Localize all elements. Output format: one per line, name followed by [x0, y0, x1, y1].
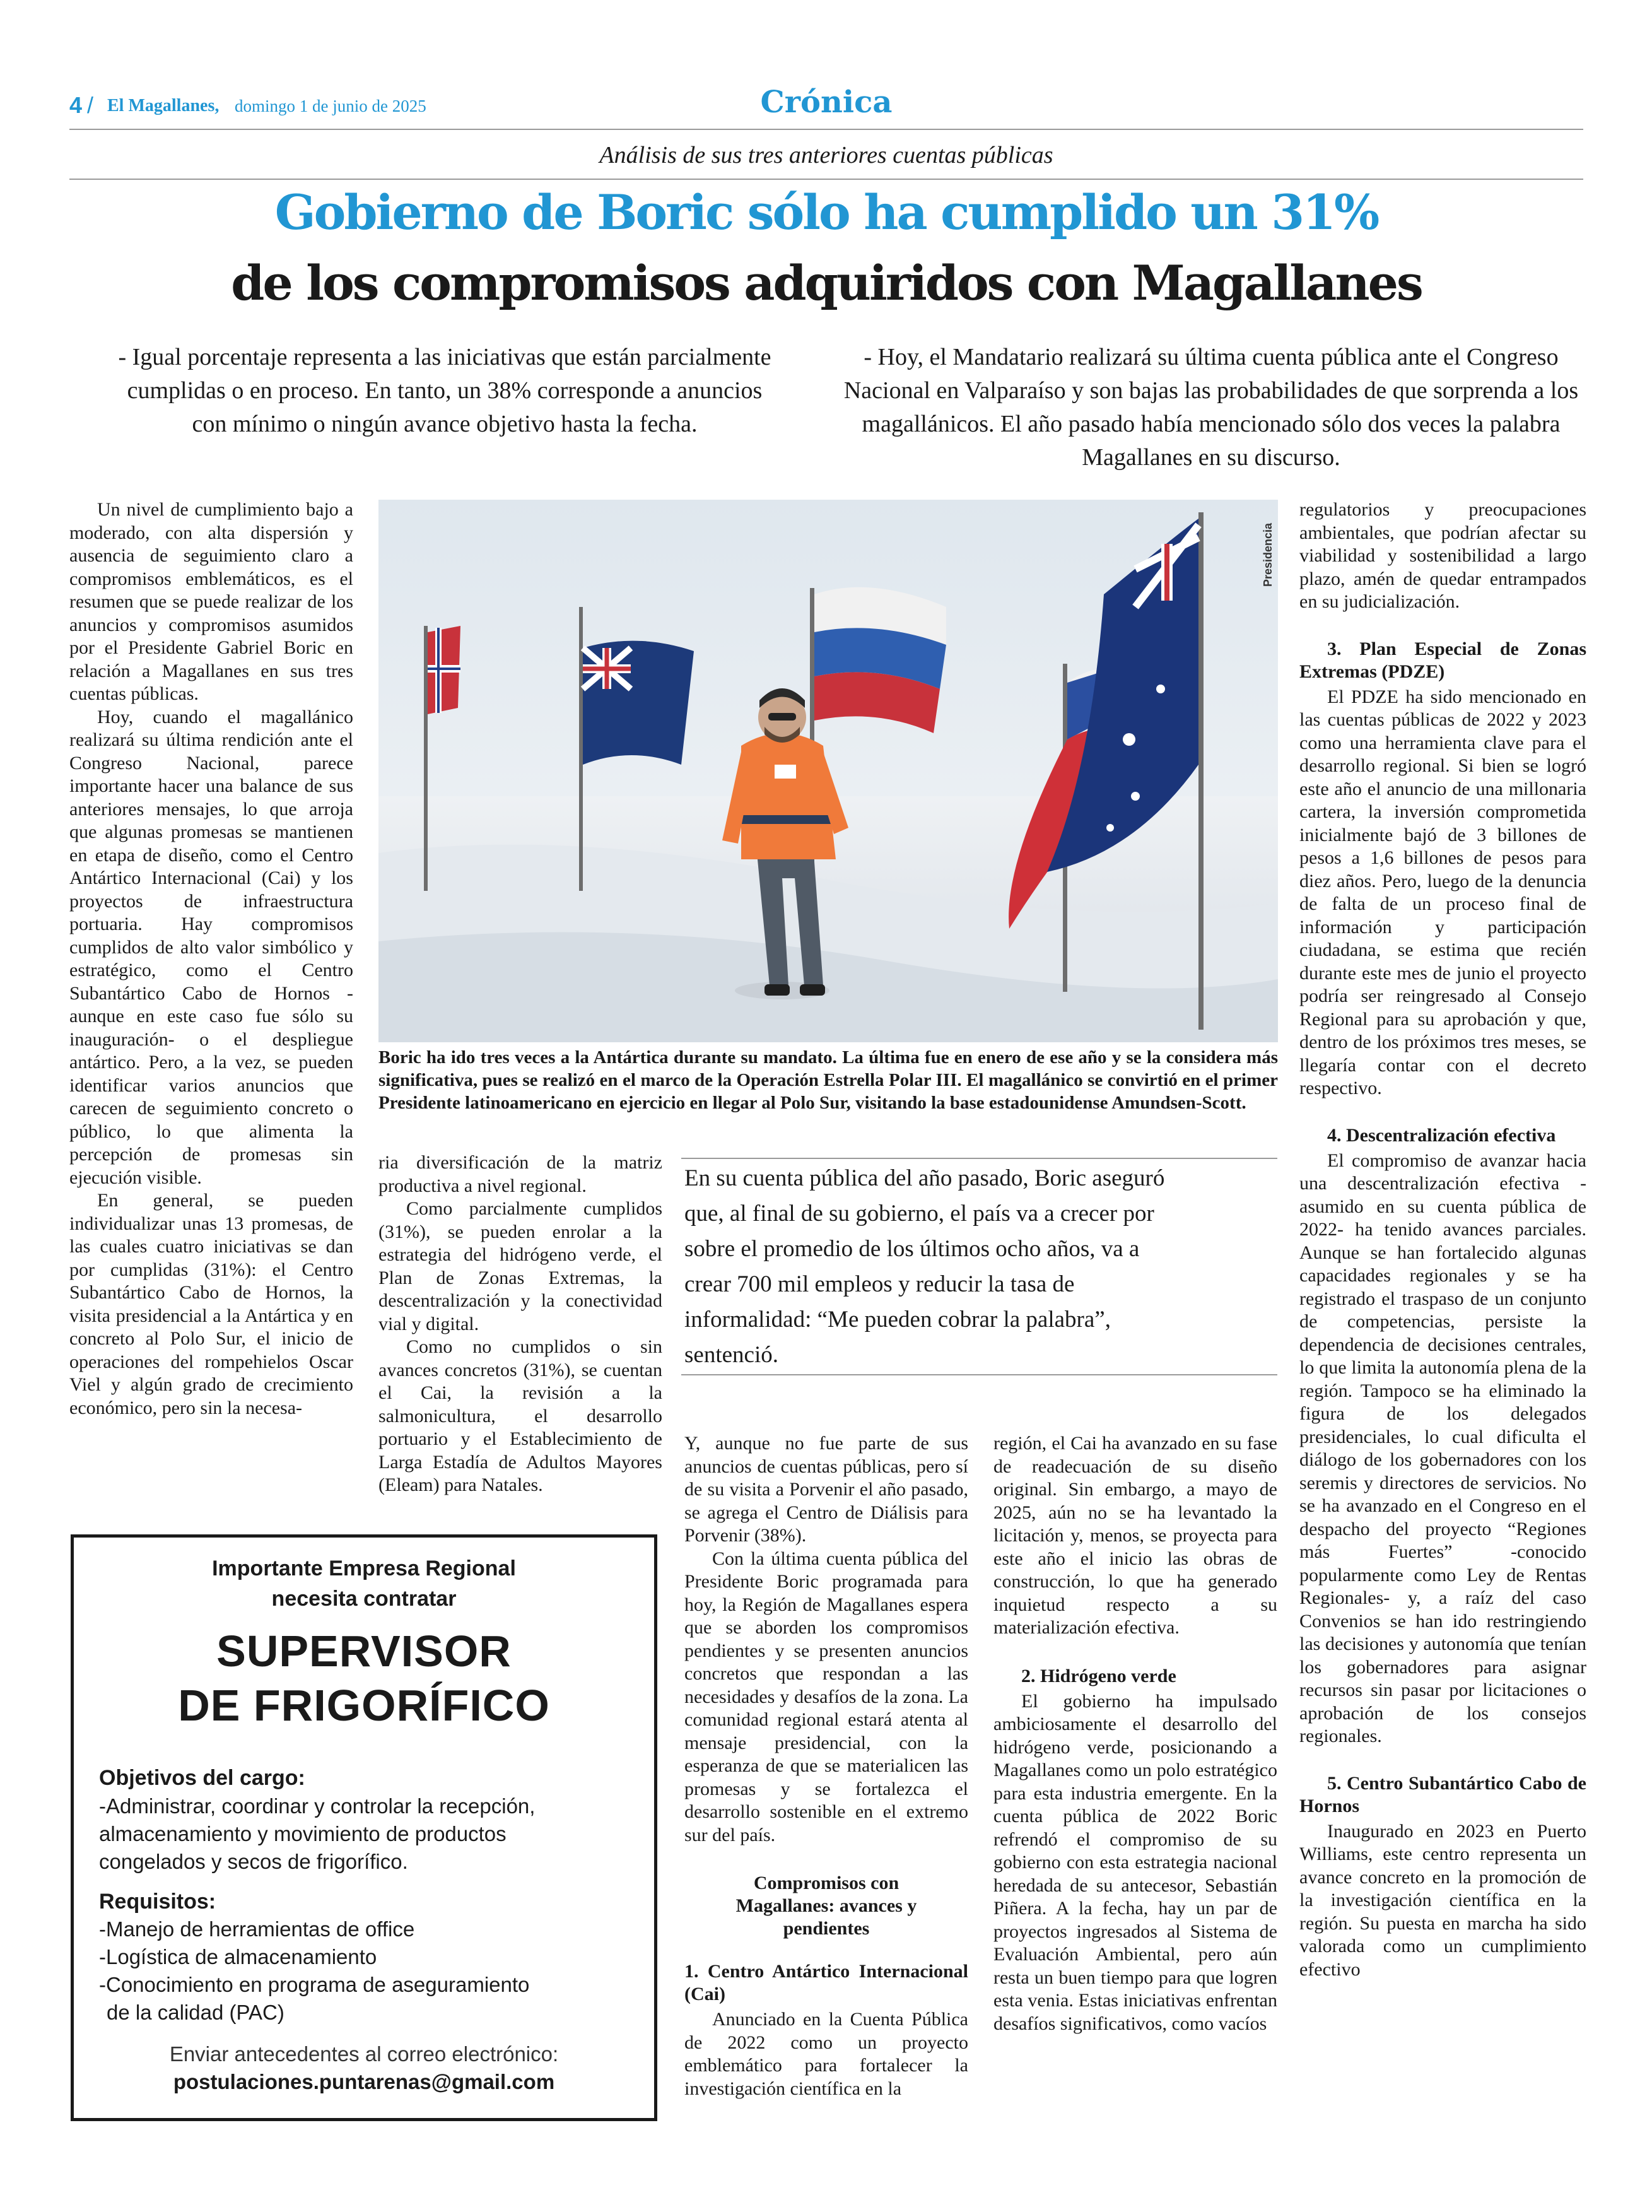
ad-title-line-1: SUPERVISOR: [216, 1627, 512, 1676]
ad-company: Importante Empresa Regional: [212, 1556, 516, 1580]
col3-paragraph-cai: Anunciado en la Cuenta Pública de 2022 como un proyecto emblemático para fortalecer la investigación científica en la: [684, 2009, 968, 2099]
kicker-rule: [69, 179, 1583, 180]
section-name: Crónica: [760, 85, 893, 120]
col5-subhead-pdze: 3. Plan Especial de Zonas Extremas (PDZE): [1299, 638, 1586, 682]
column-3: [684, 1432, 968, 2100]
ad-title-line-2: DE FRIGORÍFICO: [178, 1681, 550, 1730]
col1-paragraph-3: En general, se pueden individualizar unas 13 promesas, de las cuales cuatro iniciativas se dan por cumplidas (31%): el Centro Subantártico Cabo de Hornos, la visita presidencial a la Antártica y en concreto al Polo Sur, el inicio de operaciones del rompehielos Oscar Viel y algún grado de crecimiento económico, pero sin la necesa-: [69, 1190, 353, 1418]
col3-section-title: Compromisos con Magallanes: avances y pendientes: [735, 1873, 917, 1939]
newspaper-name: El Magallanes,: [107, 96, 220, 115]
deck-right: - Hoy, el Mandatario realizará su última cuenta pública ante el Congreso Nacional en Valparaíso y son bajas las probabilidades de que sorprenda a los magallánicos. El año pasado había mencionado sólo dos veces la palabra Magallanes en su discurso.: [843, 344, 1579, 471]
headline-line-2: de los compromisos adquiridos con Magallanes: [231, 255, 1422, 311]
col4-paragraph-2: El gobierno ha impulsado ambiciosamente el desarrollo del hidrógeno verde, posicionando a Magallanes como un polo estratégico para esta industria emergente. En la cuenta pública de 2022 Boric refrendó el compromiso de su gobierno con esta estrategia nacional heredada de su antecesor, Sebastián Piñera. A la fecha, hay un par de proyectos ingresados al Sistema de Evaluación Ambiental, pero aún resta un buen tiempo para que logren esta venia. Estas iniciativas enfrentan desafíos significativos, como vacíos: [993, 1690, 1277, 2034]
ad-needs: necesita contratar: [271, 1587, 457, 1611]
pull-quote: En su cuenta pública del año pasado, Boric aseguró que, al final de su gobierno, el país va a crecer por sobre el promedio de los últimos ocho años, va a crear 700 mil empleos y reducir la tasa de informalidad: “Me pueden cobrar la palabra”, sentenció.: [684, 1165, 1165, 1368]
ad-requirements-heading: Requisitos:: [99, 1890, 216, 1914]
job-ad: [71, 1534, 657, 2121]
col1-paragraph-2: Hoy, cuando el magallánico realizará su última rendición ante el Congreso Nacional, parece importante hacer una balance de sus anteriores mensajes, lo que arroja que algunas promesas se mantienen en etapa de diseño, como el Centro Antártico Internacional (Cai) y los proyectos de infraestructura portuaria. Hay compromisos cumplidos de alto valor simbólico y estratégico, como el Centro Subantártico Cabo de Hornos -aunque en este caso fue sólo su inauguración- o el despliegue antártico. Pero, a la vez, se pueden identificar varios anuncios que carecen de seguimiento concreto o público, lo que alimenta la percepción de promesas sin ejecución visible.: [69, 706, 353, 1188]
issue-date: domingo 1 de junio de 2025: [235, 97, 426, 115]
col5-paragraph-4: El compromiso de avanzar hacia una descentralización efectiva -asumido en su cuenta pública de 2022- ha tenido avances parciales. Aunque se han fortalecido algunas capacidades regionales y se ha registrado el traspaso de un conjunto de competencias, persiste la dependencia de decisiones centrales, lo que limita la autonomía plena de la región. Tampoco se ha eliminado la figura de los delegados presidenciales, lo cual dificulta el diálogo de los gobernadores con los seremis y directores de servicios. No se ha avanzado en el Congreso en el despacho del proyecto “Regiones más Fuertes” -conocido popularmente como Ley de Rentas Regionales- y, a raíz del caso Convenios se han ido restringiendo las decisiones y autonomía que tenían los gobernadores para asignar recursos sin pasar por licitaciones o aprobación de los consejos regionales.: [1299, 1150, 1586, 1746]
caption-rule: [681, 1158, 1277, 1159]
header-rule: [69, 129, 1583, 130]
page-header: [69, 85, 1583, 126]
page-number: 4: [69, 92, 83, 118]
ad-requirement-3-cont: de la calidad (PAC): [107, 2001, 284, 2024]
column-5: [1299, 498, 1586, 1981]
col4-paragraph-1: región, el Cai ha avanzado en su fase de readecuación de su diseño original. Sin embargo, a mayo de 2025, aún no se ha levantado la licitación y, menos, se proyecta para este año el inicio las obras de construcción, lo que ha generado inquietud respecto a su materialización efectiva.: [993, 1433, 1277, 1638]
column-4: [993, 1432, 1277, 2035]
col5-subhead-descentralizacion: 4. Descentralización efectiva: [1327, 1124, 1556, 1146]
kicker: Análisis de sus tres anteriores cuentas públicas: [599, 142, 1053, 168]
col5-subhead-cabo-de-hornos: 5. Centro Subantártico Cabo de Hornos: [1299, 1772, 1586, 1816]
col2-paragraph-1: ria diversificación de la matriz productiva a nivel regional.: [378, 1152, 662, 1196]
col3-paragraph-2: Con la última cuenta pública del Presidente Boric programada para hoy, la Región de Magallanes espera que se aborden los compromisos pendientes y se presenten anuncios concretos que respondan a las necesidades y desafíos de la zona. La comunidad regional estará atenta al mensaje presidencial, con la esperanza de que se materialicen las promesas y se fortalezca el desarrollo sostenible en el extremo sur del país.: [684, 1548, 968, 1845]
pull-quote-rule: [681, 1374, 1277, 1375]
ad-requirement-3: -Conocimiento en programa de aseguramiento: [99, 1973, 530, 1996]
col3-subhead-cai: 1. Centro Antártico Internacional (Cai): [684, 1961, 968, 2004]
column-2: [378, 1151, 662, 1497]
photo-illustration: [378, 500, 1278, 1042]
ad-requirement-1: -Manejo de herramientas de office: [99, 1917, 415, 1941]
photo-credit: Presidencia: [1262, 522, 1274, 587]
antarctica-photo: [378, 500, 1278, 1042]
ad-email: postulaciones.puntarenas@gmail.com: [173, 2070, 555, 2093]
col2-paragraph-3: Como no cumplidos o sin avances concretos (31%), se cuentan el Cai, la revisión a la salmonicultura, el desarrollo portuario y el Establecimiento de Larga Estadía de Adultos Mayores (Eleam) para Natales.: [378, 1336, 662, 1495]
ad-objectives: -Administrar, coordinar y controlar la recepción, almacenamiento y movimiento de productos congelados y secos de frigorífico.: [99, 1794, 536, 1873]
photo-caption: Boric ha ido tres veces a la Antártica durante su mandato. La última fue en enero de ese año y se la considera más significativa, pues se realizó en el marco de la Operación Estrella Polar III. El magallánico se convirtió en el primer Presidente latinoamericano en ejercicio en llegar al Polo Sur, visitando la base estadounidense Amundsen-Scott.: [378, 1047, 1278, 1113]
deck-left: - Igual porcentaje representa a las iniciativas que están parcialmente cumplidas o en proceso. En tanto, un 38% corresponde a anuncios con mínimo o ningún avance objetivo hasta la fecha.: [118, 344, 771, 437]
header-slash: /: [87, 92, 94, 118]
headline-line-1: Gobierno de Boric sólo ha cumplido un 31%: [274, 184, 1378, 240]
ad-requirement-2: -Logística de almacenamiento: [99, 1945, 377, 1968]
col1-paragraph-1: Un nivel de cumplimiento bajo a moderado, con alta dispersión y ausencia de seguimiento claro a compromisos emblemáticos, es el resumen que se puede realizar de los anuncios y compromisos asumidos por el Presidente Gabriel Boric en relación a Magallanes en sus tres cuentas públicas.: [69, 499, 353, 704]
ad-objectives-heading: Objetivos del cargo:: [99, 1766, 305, 1790]
col3-paragraph-1: Y, aunque no fue parte de sus anuncios de cuentas públicas, pero sí de su visita a Porvenir el año pasado, se agrega el Centro de Diálisis para Porvenir (38%).: [684, 1433, 968, 1546]
column-1: [69, 498, 353, 1511]
col5-paragraph-5: Inaugurado en 2023 en Puerto Williams, este centro representa un avance concreto en la promoción de la investigación científica en la región. Su puesta en marcha ha sido valorada como un cumplimiento efectivo: [1299, 1820, 1586, 1980]
col4-subhead-hidrogeno: 2. Hidrógeno verde: [1021, 1665, 1176, 1686]
ad-send-to: Enviar antecedentes al correo electrónico:: [169, 2042, 559, 2066]
col5-paragraph-1: regulatorios y preocupaciones ambientales, que podrían afectar su viabilidad y sostenibilidad a largo plazo, amén de quedar entrampados en su judicialización.: [1299, 499, 1586, 612]
col5-paragraph-3: El PDZE ha sido mencionado en las cuentas públicas de 2022 y 2023 como una herramienta clave para el desarrollo regional. Si bien se logró este año el anuncio de una millonaria cartera, la inversión comprometida inicialmente bajó de 3 billones de pesos a 1,6 billones de pesos para diez años. Pero, luego de la denuncia de falta de un proceso final de información y participación ciudadana, se estima que recién durante este mes de junio el proyecto podría ser reingresado al Consejo Regional para su aprobación y que, dentro de los próximos tres meses, se llegaría contar con el decreto respectivo.: [1299, 686, 1586, 1098]
col2-paragraph-2: Como parcialmente cumplidos (31%), se pueden enrolar a la estrategia del hidrógeno verde, el Plan de Zonas Extremas, la descentralización y la conectividad vial y digital.: [378, 1198, 662, 1334]
